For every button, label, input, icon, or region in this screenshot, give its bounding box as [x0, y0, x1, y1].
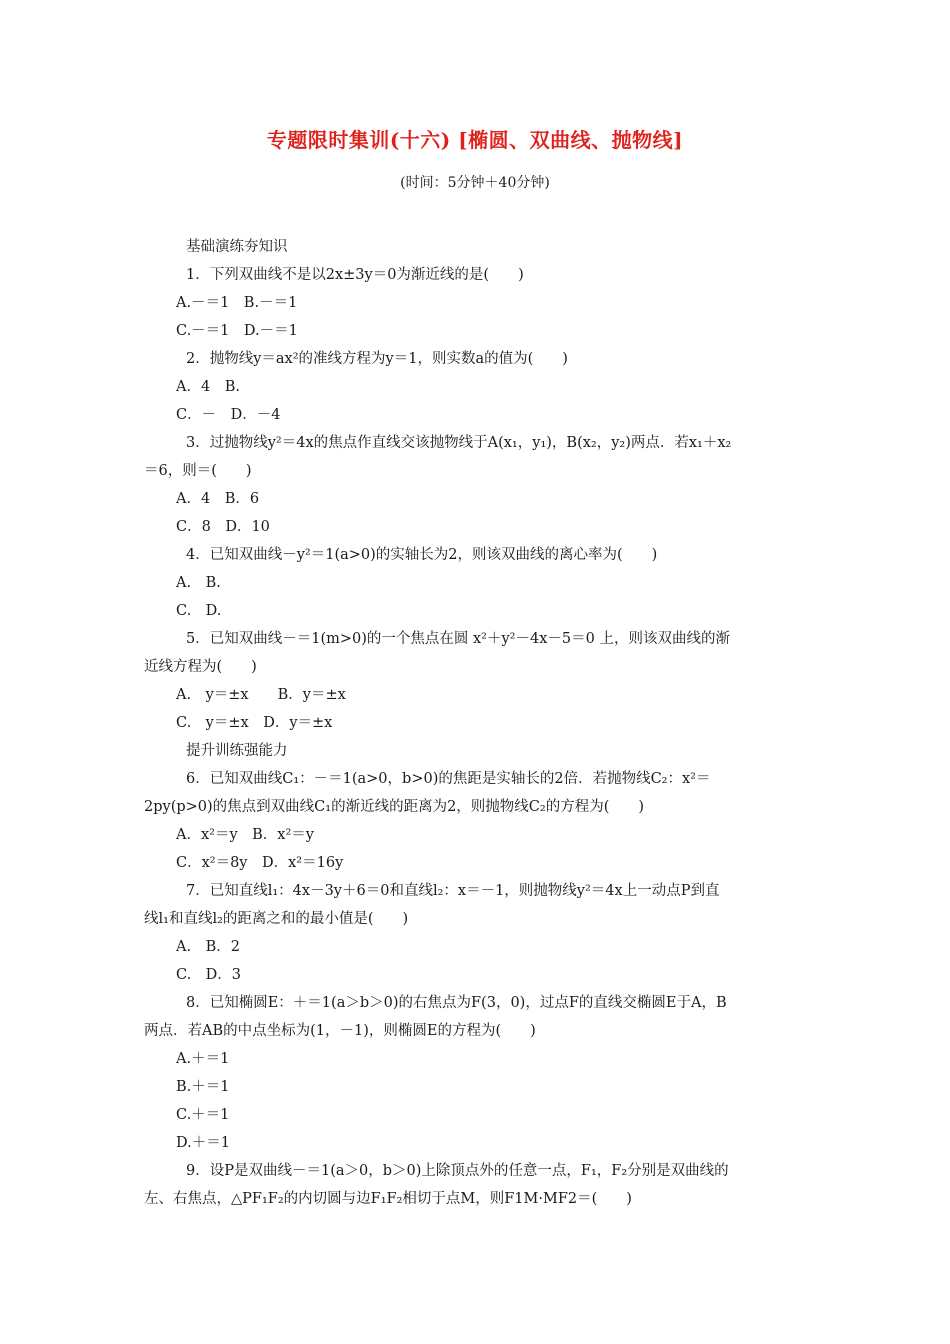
question-9-cont: 左、右焦点，△PF₁F₂的内切圆与边F₁F₂相切于点M，则F1M·MF2＝( ) — [144, 1191, 632, 1207]
question-7-cont: 线l₁和直线l₂的距离之和的最小值是( ) — [144, 911, 409, 927]
question-7: 7．已知直线l₁：4x－3y＋6＝0和直线l₂：x＝－1，则抛物线y²＝4x上一动点P到直 — [186, 883, 720, 899]
q6-options-ab: A．x²＝y B．x²＝y — [176, 827, 314, 843]
q2-options-ab: A．4 B. — [176, 379, 240, 395]
q8-option-c: C.＋＝1 — [176, 1107, 230, 1123]
q4-options-ab: A. B. — [176, 575, 221, 591]
time-limit: (时间：5分钟＋40分钟) — [400, 175, 550, 191]
q7-options-ab: A. B．2 — [176, 939, 240, 955]
q6-options-cd: C．x²＝8y D．x²＝16y — [176, 855, 344, 871]
q8-option-a: A.＋＝1 — [176, 1051, 230, 1067]
q5-options-cd: C. y＝±x D．y＝±x — [176, 715, 333, 731]
question-4: 4．已知双曲线－y²＝1(a>0)的实轴长为2，则该双曲线的离心率为( ) — [186, 547, 658, 563]
question-8-cont: 两点．若AB的中点坐标为(1，－1)，则椭圆E的方程为( ) — [144, 1023, 536, 1039]
question-5-cont: 近线方程为( ) — [144, 659, 257, 675]
question-9: 9．设P是双曲线－＝1(a＞0，b＞0)上除顶点外的任意一点，F₁，F₂分别是双曲线的 — [186, 1163, 729, 1179]
q5-options-ab: A. y＝±x B．y＝±x — [176, 687, 346, 703]
q8-option-b: B.＋＝1 — [176, 1079, 230, 1095]
q1-options-cd: C.－＝1 D.－＝1 — [176, 323, 298, 339]
question-5: 5．已知双曲线－＝1(m>0)的一个焦点在圆 x²＋y²－4x－5＝0 上，则该双曲线的渐 — [186, 631, 730, 647]
q7-options-cd: C. D．3 — [176, 967, 242, 983]
document-title: 专题限时集训(十六) [椭圆、双曲线、抛物线] — [266, 128, 684, 152]
q3-options-cd: C．8 D．10 — [176, 519, 270, 535]
question-8: 8．已知椭圆E：＋＝1(a＞b＞0)的右焦点为F(3，0)，过点F的直线交椭圆E于A，B — [186, 995, 727, 1011]
q3-options-ab: A．4 B．6 — [176, 491, 260, 507]
question-3: 3．过抛物线y²＝4x的焦点作直线交该抛物线于A(x₁，y₁)，B(x₂，y₂)两点．若x₁＋x₂ — [186, 435, 732, 451]
question-6-cont: 2py(p>0)的焦点到双曲线C₁的渐近线的距离为2，则抛物线C₂的方程为( ) — [144, 799, 645, 815]
question-2: 2．抛物线y＝ax²的准线方程为y＝1，则实数a的值为( ) — [186, 351, 568, 367]
q8-option-d: D.＋＝1 — [176, 1135, 230, 1151]
section-heading-basic: 基础演练夯知识 — [186, 239, 288, 255]
section-heading-advanced: 提升训练强能力 — [186, 743, 288, 759]
question-6: 6．已知双曲线C₁：－＝1(a>0，b>0)的焦距是实轴长的2倍．若抛物线C₂：x²＝ — [186, 771, 711, 787]
question-3-cont: ＝6，则＝( ) — [144, 463, 252, 479]
q4-options-cd: C. D. — [176, 603, 222, 619]
question-1: 1．下列双曲线不是以2x±3y＝0为渐近线的是( ) — [186, 267, 524, 283]
q1-options-ab: A.－＝1 B.－＝1 — [176, 295, 298, 311]
q2-options-cd: C．－ D．－4 — [176, 407, 281, 423]
